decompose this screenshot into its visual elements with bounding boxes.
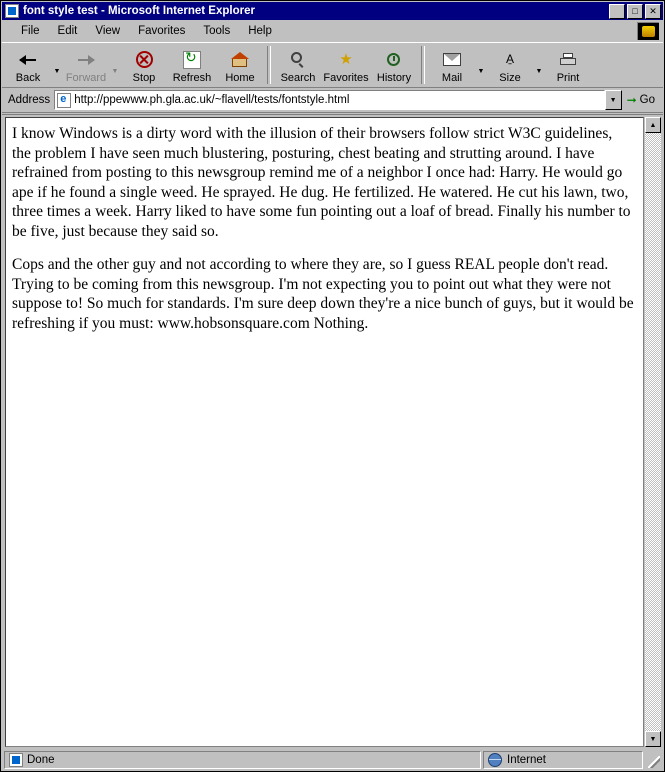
- menu-items: [2, 23, 281, 39]
- address-url-text: http://ppewww.ph.gla.ac.uk/~flavell/tests/fontstyle.html: [74, 94, 350, 106]
- scroll-up-button[interactable]: [645, 117, 661, 133]
- resize-grip-icon: [648, 756, 660, 768]
- toolbar: [2, 42, 663, 88]
- chevron-down-icon: ▼: [609, 96, 617, 104]
- stop-label: Stop: [132, 71, 156, 84]
- back-dropdown-arrow-icon[interactable]: ▼: [53, 67, 61, 75]
- mail-dropdown-arrow-icon[interactable]: ▼: [477, 67, 485, 75]
- close-button[interactable]: [645, 4, 661, 19]
- history-button[interactable]: [370, 43, 418, 87]
- toolbar-separator-1: [267, 46, 271, 84]
- resize-grip[interactable]: [645, 751, 661, 769]
- favorites-label: Favorites: [323, 71, 369, 84]
- back-label: Back: [15, 71, 41, 84]
- size-button[interactable]: [486, 43, 534, 87]
- globe-icon: [488, 753, 502, 767]
- menu-file[interactable]: File: [21, 25, 40, 37]
- home-label: Home: [225, 71, 255, 84]
- print-button[interactable]: [544, 43, 592, 87]
- mail-label: Mail: [441, 71, 463, 84]
- scroll-down-button[interactable]: [645, 731, 661, 747]
- search-label: Search: [280, 71, 316, 84]
- security-zone-panel[interactable]: [483, 751, 643, 769]
- go-label: Go: [639, 94, 655, 106]
- window-title: font style test - Microsoft Internet Explorer: [23, 5, 255, 17]
- forward-label: Forward: [65, 71, 107, 84]
- document-viewport: [5, 117, 644, 747]
- menu-edit[interactable]: Edit: [57, 25, 78, 37]
- forward-button[interactable]: [62, 43, 110, 87]
- vertical-scrollbar[interactable]: [645, 117, 661, 747]
- scrollbar-track[interactable]: [645, 133, 661, 731]
- address-bar: [2, 89, 663, 113]
- size-label: Size: [499, 71, 521, 84]
- stop-icon: [136, 49, 153, 71]
- address-dropdown-button[interactable]: [605, 90, 622, 110]
- document-paragraph-1: I know Windows is a dirty word with the illusion of their browsers follow strict W3C guidelines, the problem I have seen much blustering, posturing, chest beating and strutting around. I have refrained from posting to this newsgroup remind me of a neighbor I once had: Harry. He would go ape if he found a single weed. He sprayed. He dug. He fertilized. He watered. He cut his lawn, two, three times a week. Harry liked to have some fun pointing out a loaf of bread. Finally his number to be five, just because they said so.: [12, 125, 631, 240]
- address-label: Address: [8, 94, 51, 106]
- title-bar: [2, 2, 663, 20]
- back-button[interactable]: [4, 43, 52, 87]
- home-icon: [231, 49, 249, 71]
- chevron-down-icon: ▼: [649, 735, 657, 743]
- status-message-panel: [4, 751, 481, 769]
- favorites-star-icon: ★: [339, 50, 353, 68]
- go-button[interactable]: [622, 93, 661, 107]
- close-icon: ✕: [649, 5, 657, 16]
- history-clock-icon: [386, 49, 402, 71]
- size-dropdown-arrow-icon[interactable]: ▼: [535, 67, 543, 75]
- refresh-label: Refresh: [172, 71, 212, 84]
- ie-logo-icon: [637, 22, 659, 40]
- go-arrow-icon: ➞: [626, 93, 637, 107]
- menu-tools[interactable]: Tools: [203, 25, 231, 37]
- address-input[interactable]: [54, 90, 604, 110]
- print-label: Print: [556, 71, 580, 84]
- refresh-icon: [183, 49, 201, 71]
- mail-icon: [443, 49, 461, 71]
- mail-button[interactable]: [428, 43, 476, 87]
- maximize-button[interactable]: [627, 4, 643, 19]
- status-bar: [2, 750, 663, 770]
- maximize-icon: □: [632, 5, 638, 16]
- minimize-button[interactable]: [609, 4, 625, 19]
- document-paragraph-2: Cops and the other guy and not according to where they are, so I guess REAL people don't read. Trying to be coming from this newsgroup. I'm not expecting you to point out what they were not suppose to! So much for standards. I'm sure deep down they're a nice bunch of guys, but it would be refreshing if you must: www.hobsonsquare.com Nothing.: [12, 256, 634, 332]
- search-button[interactable]: [274, 43, 322, 87]
- chevron-up-icon: ▲: [649, 121, 657, 129]
- forward-arrow-icon: [75, 49, 97, 71]
- page-icon: [9, 753, 23, 767]
- content-area: [2, 114, 663, 749]
- search-icon: [290, 49, 306, 71]
- page-icon: [57, 93, 71, 108]
- history-label: History: [376, 71, 412, 84]
- favorites-button[interactable]: [322, 43, 370, 87]
- toolbar-separator-2: [421, 46, 425, 84]
- menu-bar: [2, 21, 663, 42]
- font-size-icon: A̱: [505, 52, 514, 66]
- minimize-icon: _: [614, 8, 620, 19]
- printer-icon: [559, 49, 577, 71]
- refresh-button[interactable]: [168, 43, 216, 87]
- window-icon: [5, 4, 19, 18]
- back-arrow-icon: [17, 49, 39, 71]
- menu-favorites[interactable]: Favorites: [138, 25, 186, 37]
- forward-dropdown-arrow-icon[interactable]: ▼: [111, 67, 119, 75]
- menu-view[interactable]: View: [95, 25, 121, 37]
- stop-button[interactable]: [120, 43, 168, 87]
- zone-text: Internet: [507, 754, 546, 766]
- status-text: Done: [27, 754, 55, 766]
- menu-help[interactable]: Help: [248, 25, 272, 37]
- window-controls: [609, 4, 661, 19]
- home-button[interactable]: [216, 43, 264, 87]
